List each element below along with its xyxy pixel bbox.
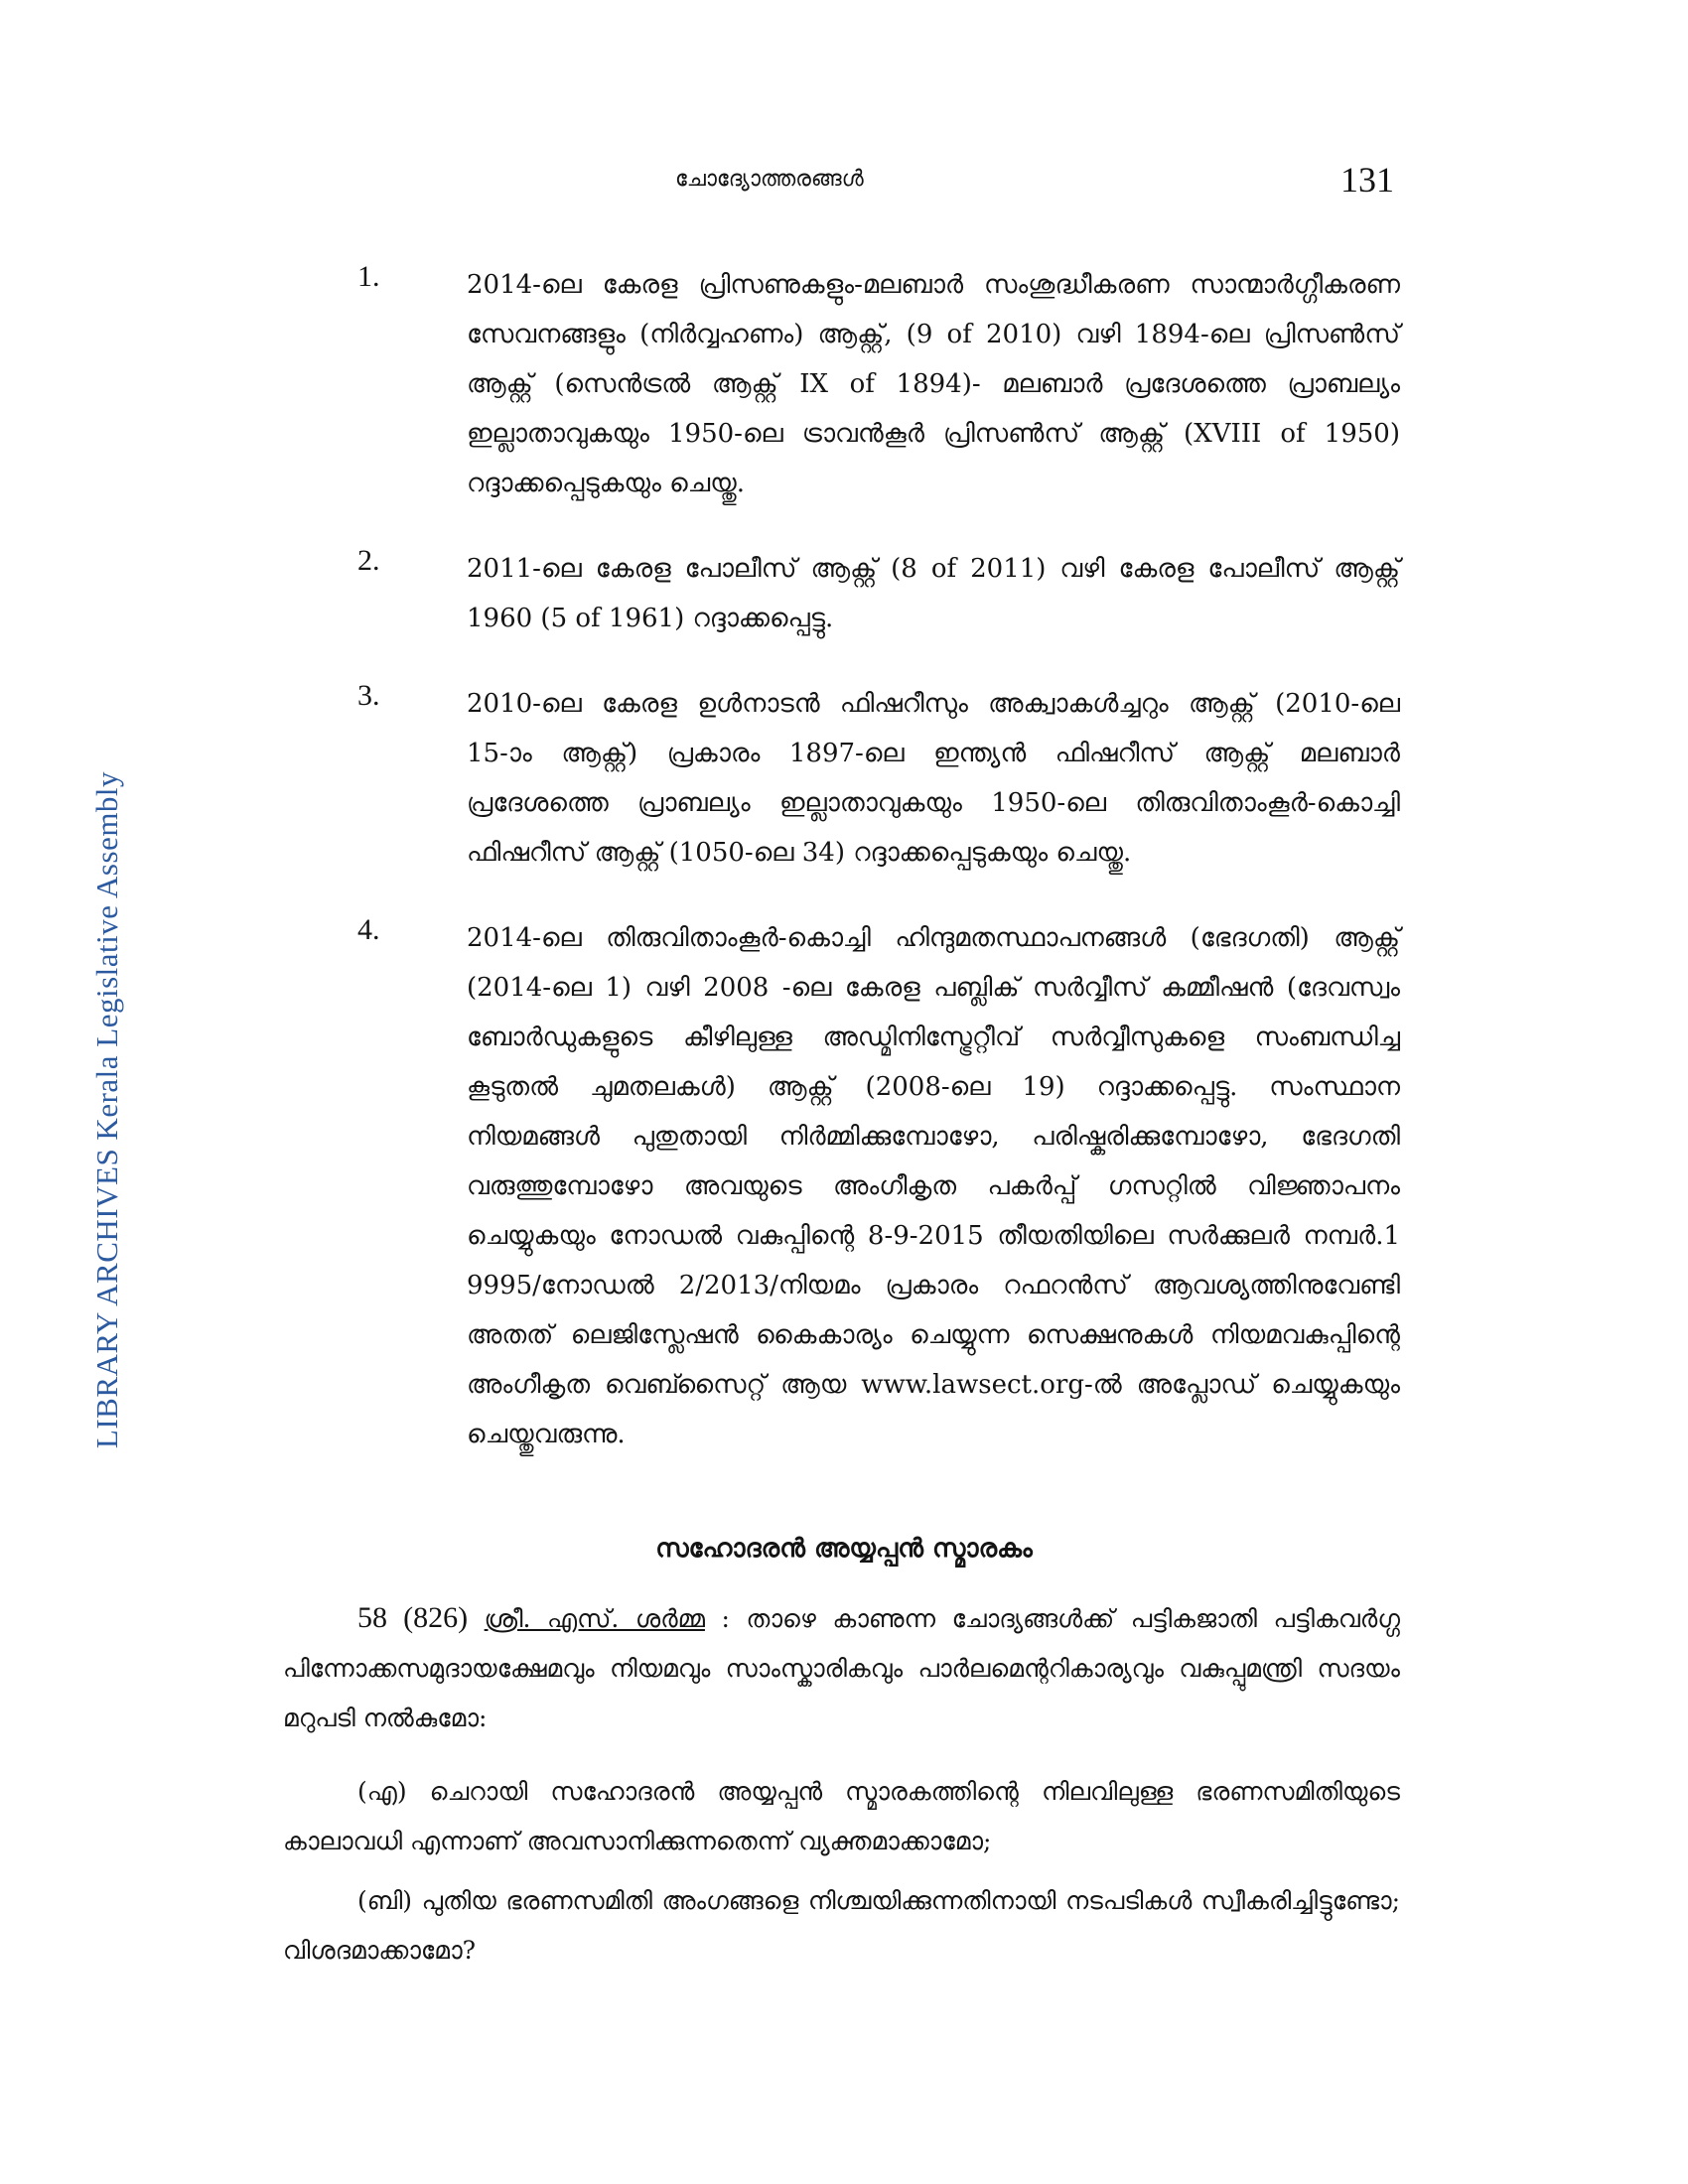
list-item (357, 679, 1400, 878)
archive-watermark: LIBRARY ARCHIVES Kerala Legislative Assembly (89, 770, 124, 1449)
item-text: 2014-ലെ കേരള പ്രിസണുകളും-മലബാർ സംശുദ്ധീകരണ സാന്മാർഗ്ഗീകരണ സേവനങ്ങളും (നിർവ്വഹണം) ആക്റ്റ്, (9 of 2010) വഴി 1894-ലെ പ്രിസൺസ് ആക്റ്റ് (സെൻട്രൽ ആക്റ്റ് IX of 1894)- മലബാർ പ്രദേശത്തെ പ്രാബല്യം ഇല്ലാതാവുകയും 1950-ലെ ട്രാവൻകൂർ പ്രിസൺസ് ആക്റ്റ് (XVIII of 1950) റദ്ദാക്കപ്പെടുകയും ചെയ്തു. (467, 270, 1400, 498)
question-part-a (283, 1767, 1400, 1866)
list-item (357, 260, 1400, 508)
list-item (357, 913, 1400, 1459)
item-number: 4. (357, 913, 380, 946)
list-item (357, 544, 1400, 643)
question-number: 58 (826) (357, 1601, 469, 1634)
item-number: 2. (357, 544, 380, 577)
question-part-a-text: (എ) ചെറായി സഹോദരൻ അയ്യപ്പൻ സ്മാരകത്തിന്റെ നിലവിലുള്ള ഭരണസമിതിയുടെ കാലാവധി എന്നാണ് അവസാനിക്കുന്നതെന്ന് വ്യക്തമാക്കാമോ; (283, 1777, 1400, 1855)
running-title: ചോദ്യോത്തരങ്ങൾ (675, 167, 864, 192)
section-heading: സഹോദരൻ അയ്യപ്പൻ സ്മാരകം (655, 1534, 1033, 1564)
item-text: 2011-ലെ കേരള പോലീസ് ആക്റ്റ് (8 of 2011) വഴി കേരള പോലീസ് ആക്റ്റ് 1960 (5 of 1961) റദ്ദാക്കപ്പെട്ടു. (467, 554, 1400, 633)
item-number: 3. (357, 679, 380, 712)
page-number: 131 (1340, 160, 1394, 200)
question-member: ശ്രീ. എസ്. ശർമ്മ (484, 1604, 705, 1633)
answer-list (357, 260, 1400, 1495)
question-part-b-text: (ബി) പുതിയ ഭരണസമിതി അംഗങ്ങളെ നിശ്ചയിക്കുന്നതിനായി നടപടികൾ സ്വീകരിച്ചിട്ടുണ്ടോ; വിശദമാക്കാമോ? (283, 1886, 1400, 1965)
question-intro-text: : താഴെ കാണുന്ന ചോദ്യങ്ങൾക്ക് പട്ടികജാതി പട്ടികവർഗ്ഗ പിന്നോക്കസമുദായക്ഷേമവും നിയമവും സാംസ്കാരികവും പാർലമെന്ററികാര്യവും വകുപ്പുമന്ത്രി സദയം മറുപടി നൽകുമോ: (283, 1604, 1401, 1732)
question-intro (283, 1593, 1400, 1743)
item-text: 2010-ലെ കേരള ഉൾനാടൻ ഫിഷറീസും അക്വാകൾച്ചറും ആക്റ്റ് (2010-ലെ 15-ാം ആക്റ്റ്) പ്രകാരം 1897-ലെ ഇന്ത്യൻ ഫിഷറീസ് ആക്റ്റ് മലബാർ പ്രദേശത്തെ പ്രാബല്യം ഇല്ലാതാവുകയും 1950-ലെ തിരുവിതാംകൂർ-കൊച്ചി ഫിഷറീസ് ആക്റ്റ് (1050-ലെ 34) റദ്ദാക്കപ്പെടുകയും ചെയ്തു. (467, 689, 1400, 868)
item-number: 1. (357, 260, 380, 293)
question-part-b (283, 1876, 1400, 1976)
item-text: 2014-ലെ തിരുവിതാംകൂർ-കൊച്ചി ഹിന്ദുമതസ്ഥാപനങ്ങൾ (ഭേദഗതി) ആക്റ്റ് (2014-ലെ 1) വഴി 2008 -ലെ കേരള പബ്ലിക് സർവ്വീസ് കമ്മീഷൻ (ദേവസ്വം ബോർഡുകളുടെ കീഴിലുള്ള അഡ്മിനിസ്ട്രേറ്റീവ് സർവ്വീസുകളെ സംബന്ധിച്ച കൂടുതൽ ചുമതലകൾ) ആക്റ്റ് (2008-ലെ 19) റദ്ദാക്കപ്പെട്ടു. സംസ്ഥാന നിയമങ്ങൾ പുതുതായി നിർമ്മിക്കുമ്പോഴോ, പരിഷ്കരിക്കുമ്പോഴോ, ഭേദഗതി വരുത്തുമ്പോഴോ അവയുടെ അംഗീകൃത പകർപ്പ് ഗസറ്റിൽ വിജ്ഞാപനം ചെയ്യുകയും നോഡൽ വകുപ്പിന്റെ 8-9-2015 തീയതിയിലെ സർക്കുലർ നമ്പർ.1 9995/നോഡൽ 2/2013/നിയമം പ്രകാരം റഫറൻസ് ആവശ്യത്തിനുവേണ്ടി അതത് ലെജിസ്ലേഷൻ കൈകാര്യം ചെയ്യുന്ന സെക്ഷനുകൾ നിയമവകുപ്പിന്റെ അംഗീകൃത വെബ്സൈറ്റ് ആയ www.lawsect.org-ൽ അപ്ലോഡ് ചെയ്യുകയും ചെയ്തുവരുന്നു. (467, 923, 1400, 1449)
